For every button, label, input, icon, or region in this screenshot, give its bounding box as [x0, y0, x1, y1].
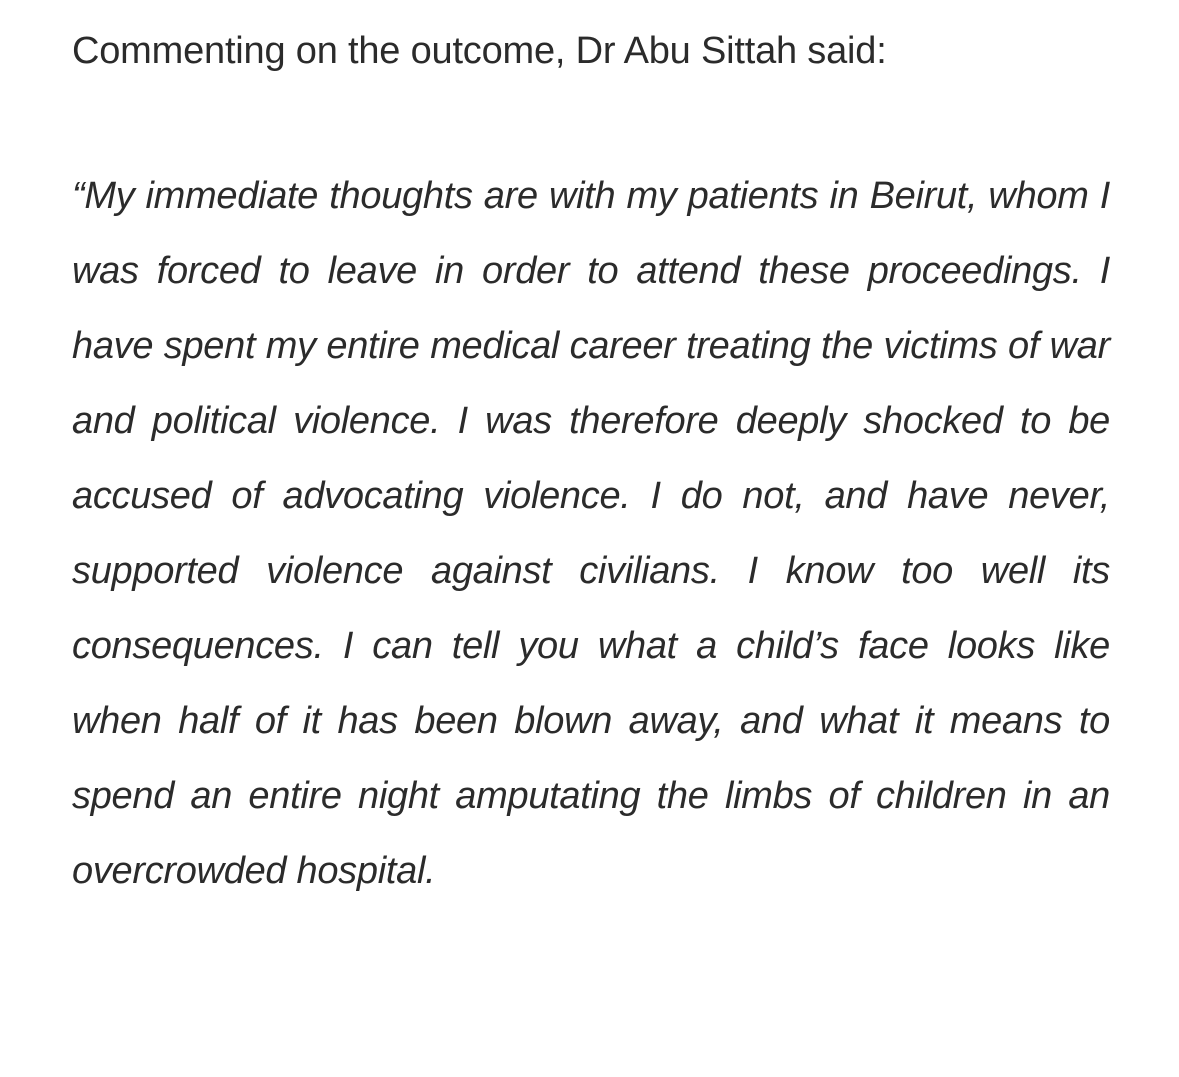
- intro-paragraph: Commenting on the outcome, Dr Abu Sittah said:: [72, 30, 887, 72]
- article-body: [72, 24, 1110, 909]
- quote-paragraph: “My immediate thoughts are with my patients in Beirut, whom I was forced to leave in order to attend these proceedings. I have spent my entire medical career treating the victims of war and political violence. I was therefore deeply shocked to be accused of advocating violence. I do not, and have never, supported violence against civilians. I know too well its consequences. I can tell you what a child’s face looks like when half of it has been blown away, and what it means to spend an entire night amputating the limbs of children in an overcrowded hospital.: [72, 175, 1110, 892]
